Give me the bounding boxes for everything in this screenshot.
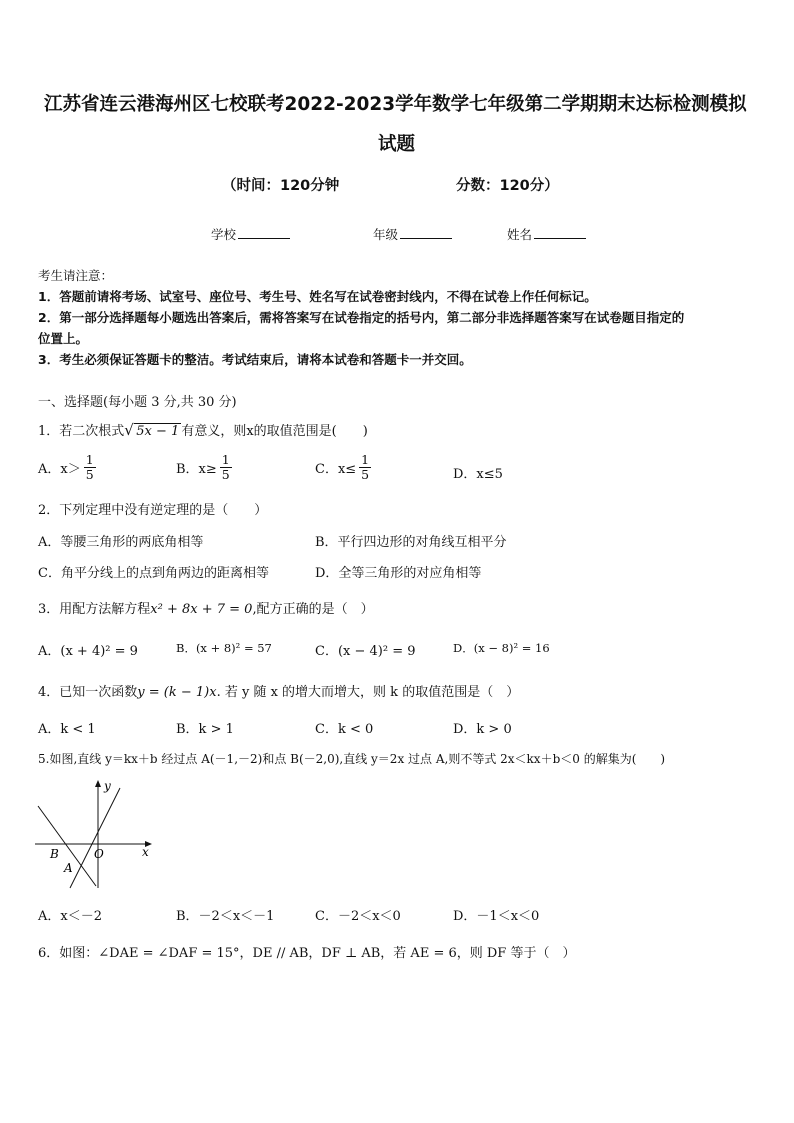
q4-option-a[interactable]: A．k < 1 — [38, 722, 96, 737]
sqrt-expression: √ 5x − 1 — [124, 421, 180, 439]
q5-option-d[interactable]: D．－1＜x＜0 — [453, 909, 540, 924]
label-b: B — [50, 847, 59, 861]
q4-pre: 4．已知一次函数 — [38, 685, 138, 700]
question-5-stem: 5.如图,直线 y＝kx＋b 经过点 A(－1,－2)和点 B(－2,0),直线 y＝2x 过点 A,则不等式 2x＜kx＋b＜0 的解集为( ) — [38, 752, 666, 766]
question-3-stem — [38, 598, 374, 617]
q3-equation: x² + 8x + 7 = 0 — [150, 602, 253, 617]
label-y: y — [104, 779, 111, 793]
q1-option-b[interactable] — [176, 453, 232, 482]
q5-option-a[interactable]: A．x＜－2 — [38, 909, 102, 924]
question-2-stem: 2．下列定理中没有逆定理的是（ ） — [38, 503, 268, 518]
q3-option-c[interactable]: C．(x − 4)² = 9 — [315, 644, 416, 659]
q3-pre: 3．用配方法解方程 — [38, 602, 151, 617]
q1-b-fraction — [220, 453, 232, 482]
note-item-3: 3．考生必须保证答题卡的整洁。考试结束后，请将本试卷和答题卡一并交回。 — [38, 352, 472, 367]
note-item-1: 1．答题前请将考场、试室号、座位号、考生号、姓名写在试卷密封线内，不得在试卷上作任何标记。 — [38, 289, 597, 304]
name-blank[interactable] — [534, 226, 586, 239]
q1-option-c[interactable] — [315, 453, 371, 482]
exam-time: （时间：120分钟 — [222, 178, 340, 194]
page-title-line1: 江苏省连云港海州区七校联考2022-2023学年数学七年级第二学期期末达标检测模拟 — [44, 94, 747, 115]
note-item-2-cont: 位置上。 — [38, 331, 89, 346]
q1-a-fraction — [84, 453, 96, 482]
grade-blank[interactable] — [400, 226, 452, 239]
question-1-stem — [38, 420, 368, 439]
label-x: x — [142, 845, 149, 859]
q1-b-den: 5 — [221, 467, 230, 482]
line-y-2x — [70, 788, 120, 888]
q5-option-b[interactable]: B．－2＜x＜－1 — [176, 909, 275, 924]
q5-option-c[interactable]: C．－2＜x＜0 — [315, 909, 401, 924]
q1-a-den: 5 — [85, 467, 94, 482]
label-o: O — [94, 847, 104, 861]
question-4-stem — [38, 681, 519, 700]
q4-function: y = (k − 1)x — [137, 685, 217, 700]
label-a: A — [64, 861, 73, 875]
q3-option-a[interactable]: A．(x + 4)² = 9 — [38, 644, 138, 659]
q4-option-c[interactable]: C．k < 0 — [315, 722, 374, 737]
q1-pre: 1．若二次根式 — [38, 424, 125, 439]
q4-option-b[interactable]: B．k > 1 — [176, 722, 234, 737]
q2-option-a[interactable]: A．等腰三角形的两底角相等 — [38, 535, 204, 550]
q3-option-d[interactable]: D．(x − 8)² = 16 — [453, 641, 550, 655]
school-blank[interactable] — [238, 226, 290, 239]
q3-post: ,配方正确的是（ ） — [252, 602, 374, 617]
name-field[interactable] — [507, 225, 586, 243]
page-title-line2: 试题 — [378, 134, 416, 155]
q3-option-b[interactable]: B．(x + 8)² = 57 — [176, 641, 272, 655]
y-axis-arrow — [95, 780, 101, 787]
exam-score: 分数：120分） — [456, 178, 559, 194]
q1-option-a[interactable] — [38, 453, 96, 482]
q1-c-fraction — [359, 453, 371, 482]
q1-a-label: A．x＞ — [38, 462, 81, 477]
grade-field[interactable] — [373, 225, 452, 243]
grade-label: 年级 — [373, 227, 399, 242]
q1-radicand: 5x − 1 — [136, 424, 180, 439]
q1-c-num: 1 — [361, 452, 370, 467]
name-label: 姓名 — [507, 227, 533, 242]
q1-b-num: 1 — [221, 452, 230, 467]
school-field[interactable] — [211, 225, 290, 243]
question-6-stem: 6．如图：∠DAE = ∠DAF = 15°，DE // AB，DF ⊥ AB，若 AE = 6，则 DF 等于（ ） — [38, 946, 576, 961]
q4-option-d[interactable]: D．k > 0 — [453, 722, 512, 737]
q2-option-b[interactable]: B．平行四边形的对角线互相平分 — [315, 535, 507, 550]
q4-post: . 若 y 随 x 的增大而增大，则 k 的取值范围是（ ） — [216, 685, 520, 700]
q1-c-label: C．x≤ — [315, 462, 357, 477]
q2-option-d[interactable]: D．全等三角形的对应角相等 — [315, 566, 482, 581]
q1-b-label: B．x≥ — [176, 462, 217, 477]
section-heading: 一、选择题(每小题 3 分,共 30 分) — [38, 395, 237, 410]
note-item-2: 2．第一部分选择题每小题选出答案后，需将答案写在试卷指定的括号内，第二部分非选择题答案写在试卷题目指定的 — [38, 310, 685, 325]
q2-option-c[interactable]: C．角平分线上的点到角两边的距离相等 — [38, 566, 269, 581]
q1-a-num: 1 — [85, 452, 94, 467]
school-label: 学校 — [211, 227, 237, 242]
q1-option-d[interactable]: D．x≤5 — [453, 467, 503, 482]
q5-graph-figure — [30, 776, 170, 892]
q1-c-den: 5 — [361, 467, 370, 482]
notes-heading: 考生请注意： — [38, 268, 114, 283]
q1-post: 有意义，则x的取值范围是( ) — [181, 424, 368, 439]
